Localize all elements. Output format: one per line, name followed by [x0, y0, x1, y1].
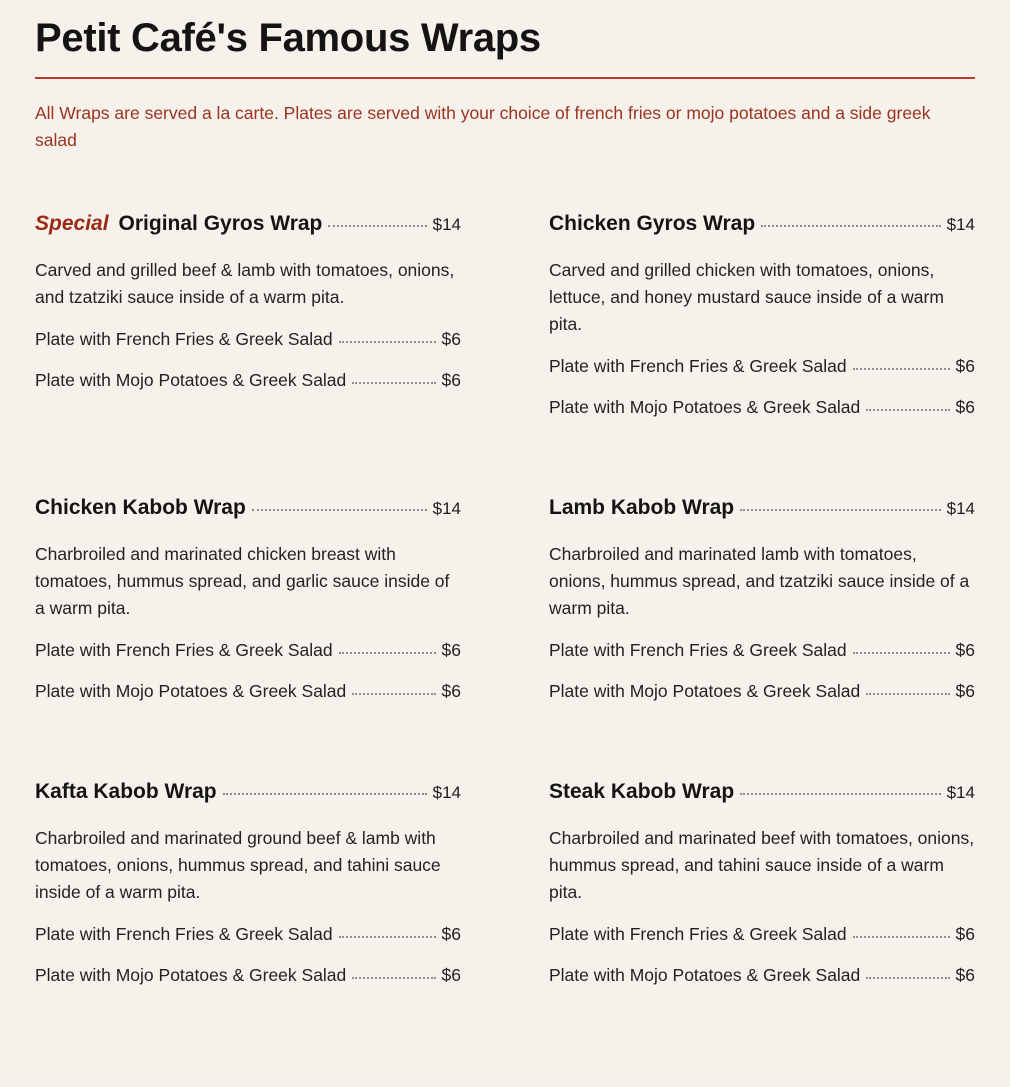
item-name: Lamb Kabob Wrap	[549, 496, 735, 519]
menu-item-header	[549, 212, 975, 248]
item-description: Charbroiled and marinated chicken breast with tomatoes, hummus spread, and garlic sauce inside of a warm pita.	[35, 544, 450, 618]
menu-item-header	[549, 496, 975, 532]
dot-leader	[853, 368, 950, 370]
plate-option-mojo	[549, 965, 975, 992]
option-price: $6	[441, 640, 461, 660]
item-price: $14	[946, 783, 975, 802]
dot-leader	[866, 977, 949, 979]
menu-item-original-gyros-wrap	[35, 212, 461, 397]
option-label: Plate with French Fries & Greek Salad	[549, 924, 847, 944]
plate-option-fries	[35, 640, 461, 667]
item-description: Carved and grilled chicken with tomatoes, onions, lettuce, and honey mustard sauce inside of a warm pita.	[549, 260, 944, 334]
menu-item-lamb-kabob-wrap	[549, 496, 975, 708]
item-description: Charbroiled and marinated beef with tomatoes, onions, hummus spread, and tahini sauce inside of a warm pita.	[549, 828, 975, 902]
dot-leader	[740, 793, 940, 795]
item-description: Carved and grilled beef & lamb with tomatoes, onions, and tzatziki sauce inside of a warm pita.	[35, 260, 455, 307]
menu-page	[35, 0, 975, 985]
item-description: Charbroiled and marinated ground beef & lamb with tomatoes, onions, hummus spread, and tahini sauce inside of a warm pita.	[35, 828, 441, 902]
item-name: Chicken Kabob Wrap	[35, 496, 246, 519]
dot-leader	[252, 509, 427, 511]
option-label: Plate with French Fries & Greek Salad	[35, 924, 333, 944]
plate-option-fries	[549, 356, 975, 383]
option-label: Plate with Mojo Potatoes & Greek Salad	[549, 681, 861, 701]
item-name: Kafta Kabob Wrap	[35, 780, 217, 803]
dot-leader	[853, 936, 950, 938]
plate-option-fries	[549, 640, 975, 667]
item-name: Chicken Gyros Wrap	[549, 212, 756, 235]
option-label: Plate with French Fries & Greek Salad	[35, 329, 333, 349]
title-divider	[35, 77, 975, 79]
dot-leader	[352, 382, 435, 384]
menu-item-header	[35, 496, 461, 532]
item-price: $14	[432, 499, 461, 518]
option-label: Plate with French Fries & Greek Salad	[549, 356, 847, 376]
plate-option-mojo	[35, 681, 461, 708]
dot-leader	[339, 652, 436, 654]
option-price: $6	[955, 640, 975, 660]
option-label: Plate with Mojo Potatoes & Greek Salad	[549, 965, 861, 985]
special-badge: Special	[35, 212, 109, 235]
option-label: Plate with French Fries & Greek Salad	[35, 640, 333, 660]
menu-item-header	[35, 212, 461, 248]
dot-leader	[352, 693, 435, 695]
plate-option-fries	[549, 924, 975, 951]
item-description: Charbroiled and marinated lamb with tomatoes, onions, hummus spread, and tzatziki sauce inside of a warm pita.	[549, 544, 970, 618]
menu-item-header	[549, 780, 975, 816]
option-label: Plate with Mojo Potatoes & Greek Salad	[35, 370, 347, 390]
plate-option-mojo	[549, 397, 975, 424]
menu-item-steak-kabob-wrap	[549, 780, 975, 992]
option-price: $6	[955, 965, 975, 985]
option-price: $6	[955, 356, 975, 376]
option-label: Plate with Mojo Potatoes & Greek Salad	[35, 681, 347, 701]
option-price: $6	[441, 965, 461, 985]
item-price: $14	[946, 499, 975, 518]
option-label: Plate with French Fries & Greek Salad	[549, 640, 847, 660]
plate-option-mojo	[35, 370, 461, 397]
option-label: Plate with Mojo Potatoes & Greek Salad	[549, 397, 861, 417]
menu-item-header	[35, 780, 461, 816]
option-price: $6	[441, 370, 461, 390]
dot-leader	[866, 693, 949, 695]
option-price: $6	[955, 681, 975, 701]
option-price: $6	[955, 397, 975, 417]
item-name: Steak Kabob Wrap	[549, 780, 735, 803]
page-title: Petit Café's Famous Wraps	[35, 16, 541, 60]
plate-option-fries	[35, 329, 461, 356]
item-name: Original Gyros Wrap	[118, 212, 323, 235]
dot-leader	[339, 936, 436, 938]
item-price: $14	[432, 783, 461, 802]
plate-option-mojo	[35, 965, 461, 992]
intro-text: All Wraps are served a la carte. Plates are served with your choice of french fries or mojo potatoes and a side greek salad	[35, 103, 931, 150]
item-price: $14	[432, 215, 461, 234]
option-price: $6	[441, 924, 461, 944]
plate-option-fries	[35, 924, 461, 951]
option-price: $6	[441, 681, 461, 701]
option-price: $6	[955, 924, 975, 944]
option-price: $6	[441, 329, 461, 349]
dot-leader	[328, 225, 426, 227]
menu-item-chicken-gyros-wrap	[549, 212, 975, 424]
dot-leader	[740, 509, 941, 511]
menu-item-kafta-kabob-wrap	[35, 780, 461, 992]
menu-item-chicken-kabob-wrap	[35, 496, 461, 708]
dot-leader	[352, 977, 435, 979]
plate-option-mojo	[549, 681, 975, 708]
dot-leader	[223, 793, 427, 795]
dot-leader	[339, 341, 436, 343]
dot-leader	[853, 652, 950, 654]
dot-leader	[866, 409, 949, 411]
item-price: $14	[946, 215, 975, 234]
option-label: Plate with Mojo Potatoes & Greek Salad	[35, 965, 347, 985]
dot-leader	[761, 225, 940, 227]
